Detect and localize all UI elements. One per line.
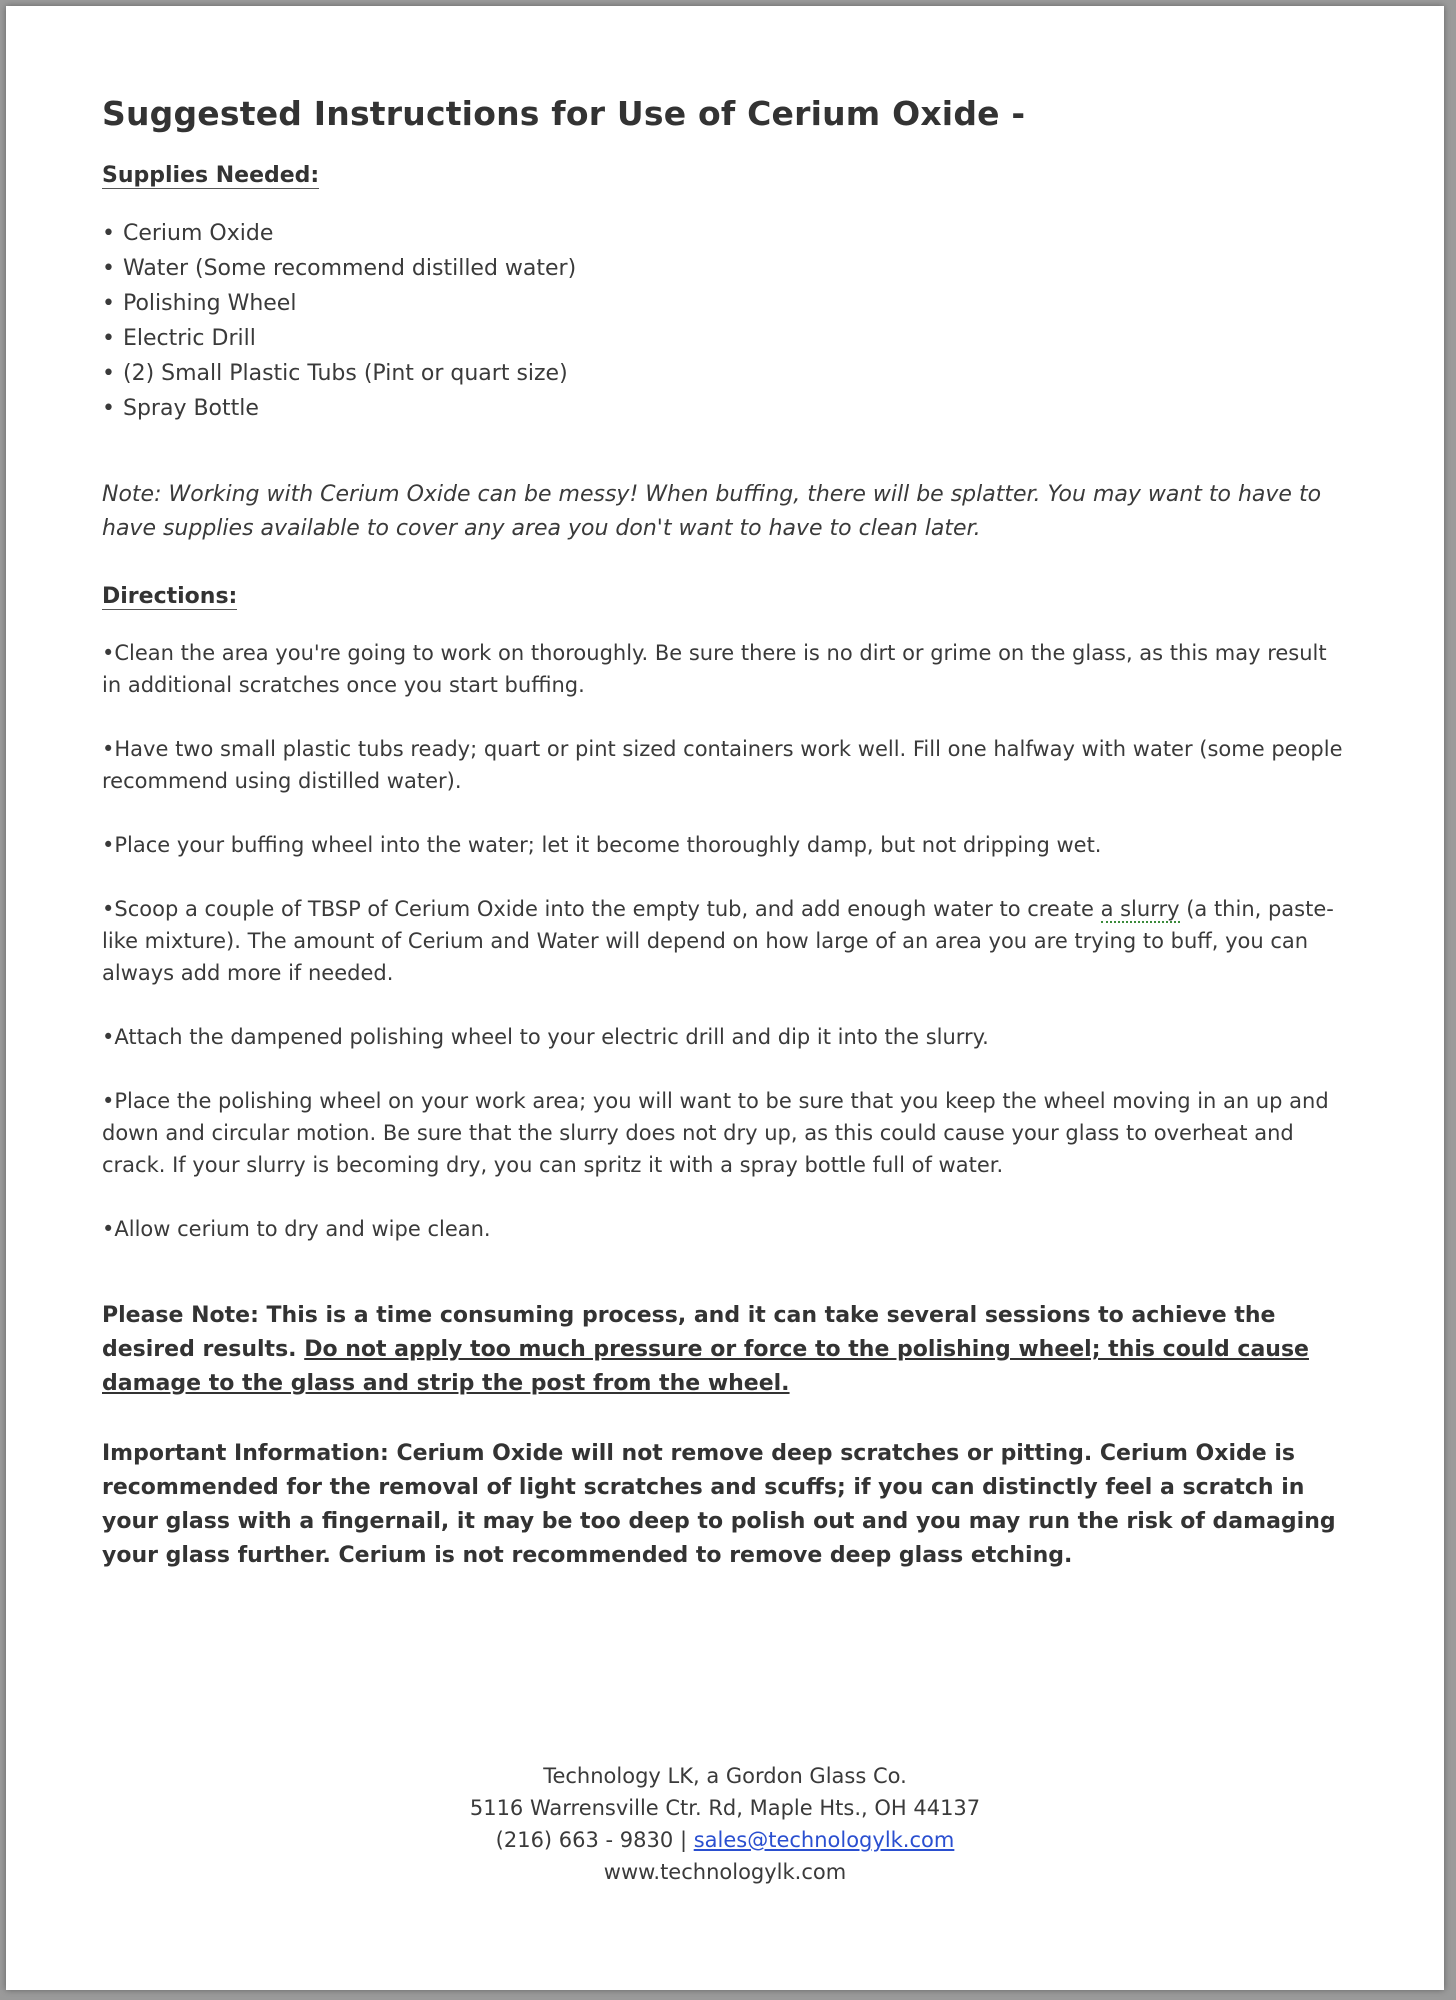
- directions-heading-text: Directions:: [102, 584, 238, 609]
- important-information: Important Information: Cerium Oxide will not remove deep scratches or pitting. Cerium Oxide is recommended for the removal of light scratches and scuffs; if you can distinctly feel a scratch in your glass with a fingernail, it may be too deep to polish out and you may run the risk of damaging your glass further. Cerium is not recommended to remove deep glass etching.: [102, 1441, 1336, 1568]
- direction-step-clean: • Clean the area you're going to work on thoroughly. Be sure there is no dirt or grime on the glass, as this may result in additional scratches once you start buffing.: [102, 637, 1348, 701]
- please-note-warning: Do not apply too much pressure or force to the polishing wheel; this could cause damage to the glass and strip the post from the wheel.: [102, 1337, 1309, 1396]
- slurry-term: a slurry: [1100, 897, 1180, 921]
- footer-contact: [6, 1824, 1444, 1856]
- footer-email-link[interactable]: sales@technologylk.com: [693, 1828, 955, 1852]
- footer-separator: |: [673, 1828, 694, 1852]
- list-item: • Polishing Wheel: [102, 286, 1348, 321]
- supplies-heading: [102, 163, 1348, 188]
- list-item: • (2) Small Plastic Tubs (Pint or quart size): [102, 356, 1348, 391]
- direction-step-dampen: • Place your buffing wheel into the water; let it become thoroughly damp, but not dripping wet.: [102, 829, 1348, 861]
- list-item: • Cerium Oxide: [102, 216, 1348, 251]
- footer: [6, 1760, 1444, 1888]
- list-item: • Electric Drill: [102, 321, 1348, 356]
- slurry-text-after: (a thin, paste-like mixture). The amount of Cerium and Water will depend on how large of an area you are trying to buff, you can always add more if needed.: [102, 897, 1334, 985]
- document-page: [6, 6, 1444, 1990]
- list-item: • Spray Bottle: [102, 391, 1348, 426]
- messy-note: Note: Working with Cerium Oxide can be messy! When buffing, there will be splatter. You may want to have to have supplies available to cover any area you don't want to have to clean later.: [102, 482, 1322, 541]
- please-note-lead: Please Note: This is a time consuming process, and it can take several sessions to achieve the desired results.: [102, 1303, 1276, 1362]
- direction-step-polish: • Place the polishing wheel on your work area; you will want to be sure that you keep the wheel moving in an up and down and circular motion. Be sure that the slurry does not dry up, as this could cause your glass to overheat and crack. If your slurry is becoming dry, you can spritz it with a spray bottle full of water.: [102, 1085, 1348, 1181]
- direction-step-attach: • Attach the dampened polishing wheel to your electric drill and dip it into the slurry.: [102, 1021, 1348, 1053]
- footer-website[interactable]: www.technologylk.com: [603, 1860, 847, 1884]
- document-title: Suggested Instructions for Use of Cerium Oxide -: [102, 94, 1026, 133]
- direction-step-tubs: • Have two small plastic tubs ready; quart or pint sized containers work well. Fill one halfway with water (some people recommend using distilled water).: [102, 733, 1348, 797]
- supplies-list: [102, 216, 1348, 426]
- directions-heading: [102, 584, 1348, 609]
- footer-address: 5116 Warrensville Ctr. Rd, Maple Hts., OH 44137: [469, 1796, 981, 1820]
- direction-step-dry: • Allow cerium to dry and wipe clean.: [102, 1213, 1348, 1245]
- please-note: [102, 1299, 1348, 1401]
- supplies-heading-text: Supplies Needed:: [102, 163, 320, 188]
- footer-phone: (216) 663 - 9830: [495, 1828, 674, 1852]
- direction-step-slurry: [102, 893, 1348, 989]
- slurry-text-before: Scoop a couple of TBSP of Cerium Oxide into the empty tub, and add enough water to create: [114, 897, 1101, 921]
- footer-company: Technology LK, a Gordon Glass Co.: [543, 1764, 907, 1788]
- list-item: • Water (Some recommend distilled water): [102, 251, 1348, 286]
